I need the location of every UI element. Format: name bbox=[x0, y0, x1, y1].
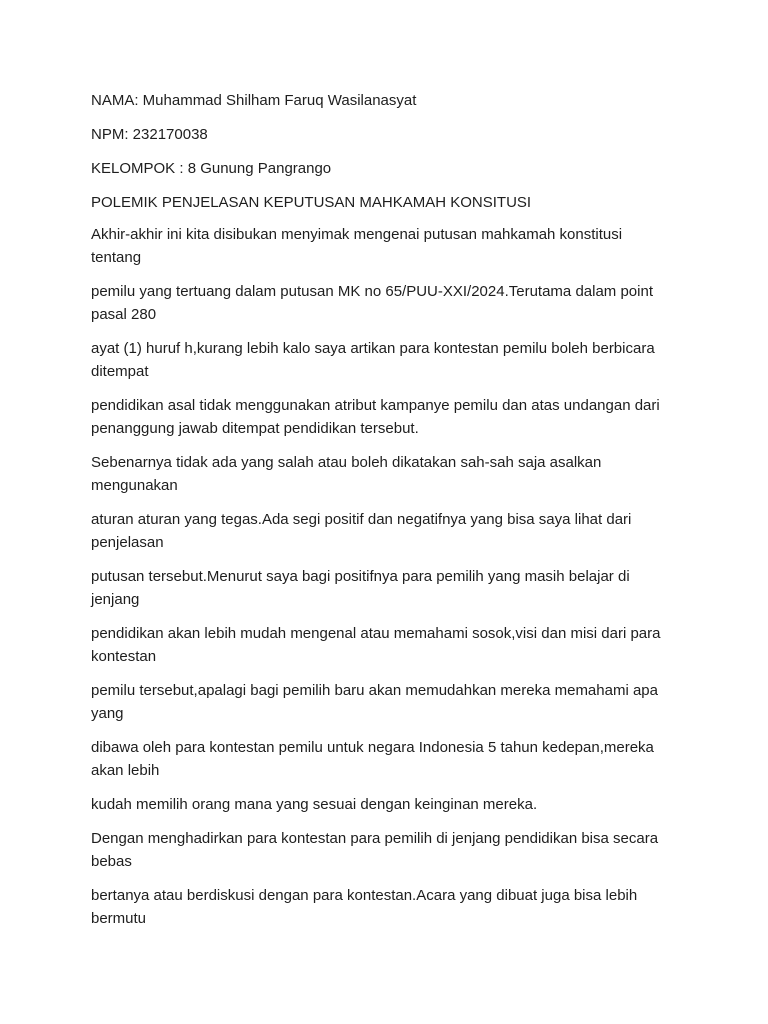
paragraph: aturan aturan yang tegas.Ada segi positif dan negatifnya yang bisa saya lihat dari penjelasan bbox=[91, 511, 632, 551]
paragraph: putusan tersebut.Menurut saya bagi positifnya para pemilih yang masih belajar di jenjang bbox=[91, 568, 630, 608]
paragraph: kudah memilih orang mana yang sesuai dengan keinginan mereka. bbox=[91, 796, 538, 813]
paragraph: ayat (1) huruf h,kurang lebih kalo saya artikan para kontestan pemilu boleh berbicara ditempat bbox=[91, 340, 655, 380]
student-npm: NPM: 232170038 bbox=[91, 126, 208, 143]
paragraph: pemilu yang tertuang dalam putusan MK no 65/PUU-XXI/2024.Terutama dalam point pasal 280 bbox=[91, 283, 653, 323]
student-name: NAMA: Muhammad Shilham Faruq Wasilanasyat bbox=[91, 92, 417, 109]
paragraph: dibawa oleh para kontestan pemilu untuk negara Indonesia 5 tahun kedepan,mereka akan lebih bbox=[91, 739, 654, 779]
paragraph: bertanya atau berdiskusi dengan para kontestan.Acara yang dibuat juga bisa lebih bermutu bbox=[91, 887, 638, 927]
paragraph: Akhir-akhir ini kita disibukan menyimak mengenai putusan mahkamah konstitusi tentang bbox=[91, 226, 623, 266]
document-body bbox=[91, 89, 671, 941]
paragraph: pemilu tersebut,apalagi bagi pemilih baru akan memudahkan mereka memahami apa yang bbox=[91, 682, 658, 722]
paragraph: Sebenarnya tidak ada yang salah atau boleh dikatakan sah-sah saja asalkan mengunakan bbox=[91, 454, 602, 494]
paragraph: pendidikan asal tidak menggunakan atribut kampanye pemilu dan atas undangan dari penanggung jawab ditempat pendidikan tersebut. bbox=[91, 397, 660, 437]
student-group: KELOMPOK : 8 Gunung Pangrango bbox=[91, 160, 332, 177]
paragraph: pendidikan akan lebih mudah mengenal atau memahami sosok,visi dan misi dari para kontestan bbox=[91, 625, 661, 665]
paragraph: Dengan menghadirkan para kontestan para pemilih di jenjang pendidikan bisa secara bebas bbox=[91, 830, 659, 870]
document-title: POLEMIK PENJELASAN KEPUTUSAN MAHKAMAH KONSITUSI bbox=[91, 194, 532, 211]
